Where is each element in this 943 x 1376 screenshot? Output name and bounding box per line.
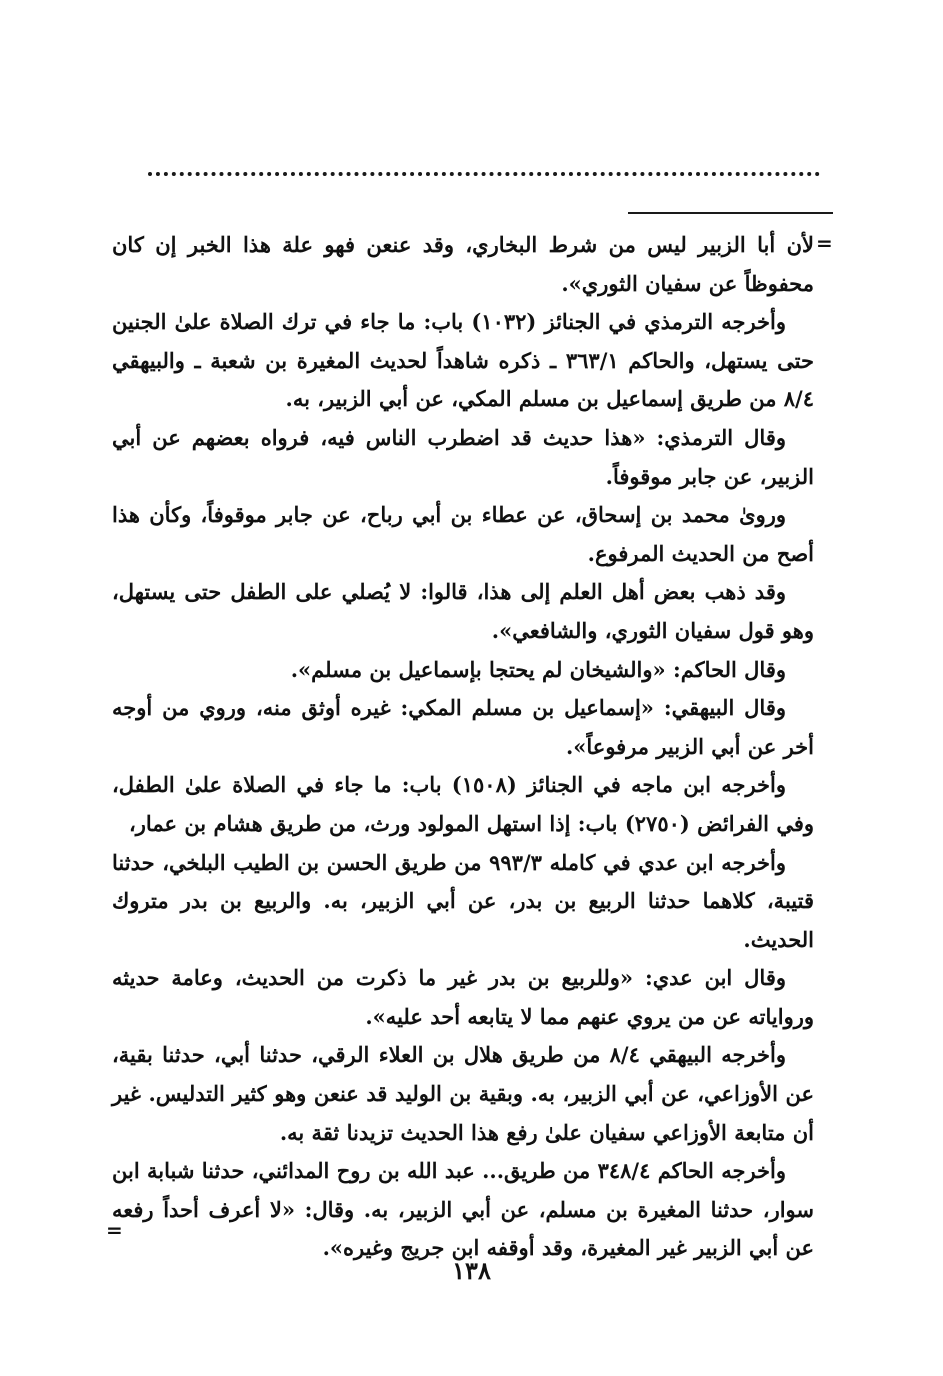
footnote-paragraph: وقال الحاكم: «والشيخان لم يحتجا بإسماعيل بن مسلم».: [290, 656, 786, 682]
footnote-paragraph: وقد ذهب بعض أهل العلم إلى هذا، قالوا: لا يُصلي على الطفل حتى يستهل، وهو قول سفيان الثوري، والشافعي».: [112, 579, 814, 643]
page-number: ١٣٨: [452, 1256, 491, 1285]
footnote-paragraph: وقال ابن عدي: «وللربيع بن بدر غير ما ذكرت من الحديث، وعامة حديثه ورواياته عن من يروي عنهم مما لا يتابعه أحد عليه».: [112, 965, 814, 1029]
continuation-mark-bottom: =: [106, 1218, 123, 1242]
footnote-paragraph: وأخرجه الترمذي في الجنائز (١٠٣٢) باب: ما جاء في ترك الصلاة علىٰ الجنين حتى يستهل، والحاكم ٣٦٣/١ ـ ذكره شاهداً لحديث المغيرة بن شعبة ـ والبيهقي ٨/٤ من طريق إسماعيل بن مسلم المكي، عن أبي الزبير، به.: [112, 309, 814, 412]
footnote-paragraph: وقال البيهقي: «إسماعيل بن مسلم المكي: غيره أوثق منه، وروي من أوجه أخر عن أبي الزبير مرفوعاً».: [112, 695, 814, 759]
footnote-rule: [628, 212, 833, 214]
footnote-paragraph: وروىٰ محمد بن إسحاق، عن عطاء بن أبي رباح، عن جابر موقوفاً، وكأن هذا أصح من الحديث المرفوع.: [112, 502, 814, 566]
dotted-separator: [148, 172, 820, 186]
continuation-mark-top: =: [816, 231, 833, 255]
footnote-paragraph: وأخرجه ابن عدي في كامله ٩٩٣/٣ من طريق الحسن بن الطيب البلخي، حدثنا قتيبة، كلاهما حدثنا الربيع بن بدر، عن أبي الزبير، به. والربيع بن بدر متروك الحديث.: [112, 849, 814, 952]
footnote-text: [112, 226, 814, 1268]
footnote-paragraph: وأخرجه الحاكم ٣٤٨/٤ من طريق... عبد الله بن روح المدائني، حدثنا شبابة ابن سوار، حدثنا المغيرة بن مسلم، عن أبي الزبير، به. وقال: «لا أعرف أحداً رفعه عن أبي الزبير غير المغيرة، وقد أوقفه ابن جريج وغيره».: [112, 1158, 814, 1261]
footnote-paragraph: وقال الترمذي: «هذا حديث قد اضطرب الناس فيه، فرواه بعضهم عن أبي الزبير، عن جابر موقوفاً.: [112, 424, 814, 489]
footnote-paragraph: وأخرجه البيهقي ٨/٤ من طريق هلال بن العلاء الرقي، حدثنا أبي، حدثنا بقية، عن الأوزاعي، عن أبي الزبير، به. وبقية بن الوليد قد عنعن وهو كثير التدليس. غير أن متابعة الأوزاعي سفيان علىٰ رفع هذا الحديث تزيدنا ثقة به.: [112, 1042, 814, 1145]
footnote-paragraph: وأخرجه ابن ماجه في الجنائز (١٥٠٨) باب: ما جاء في الصلاة علىٰ الطفل، وفي الفرائض (٢٧٥٠) باب: إذا استهل المولود ورث، من طريق هشام بن عمار،: [112, 772, 814, 836]
footnote-paragraph: لأن أبا الزبير ليس من شرط البخاري، وقد عنعن فهو علة هذا الخبر إن كان محفوظاً عن سفيان الثوري».: [112, 232, 814, 296]
